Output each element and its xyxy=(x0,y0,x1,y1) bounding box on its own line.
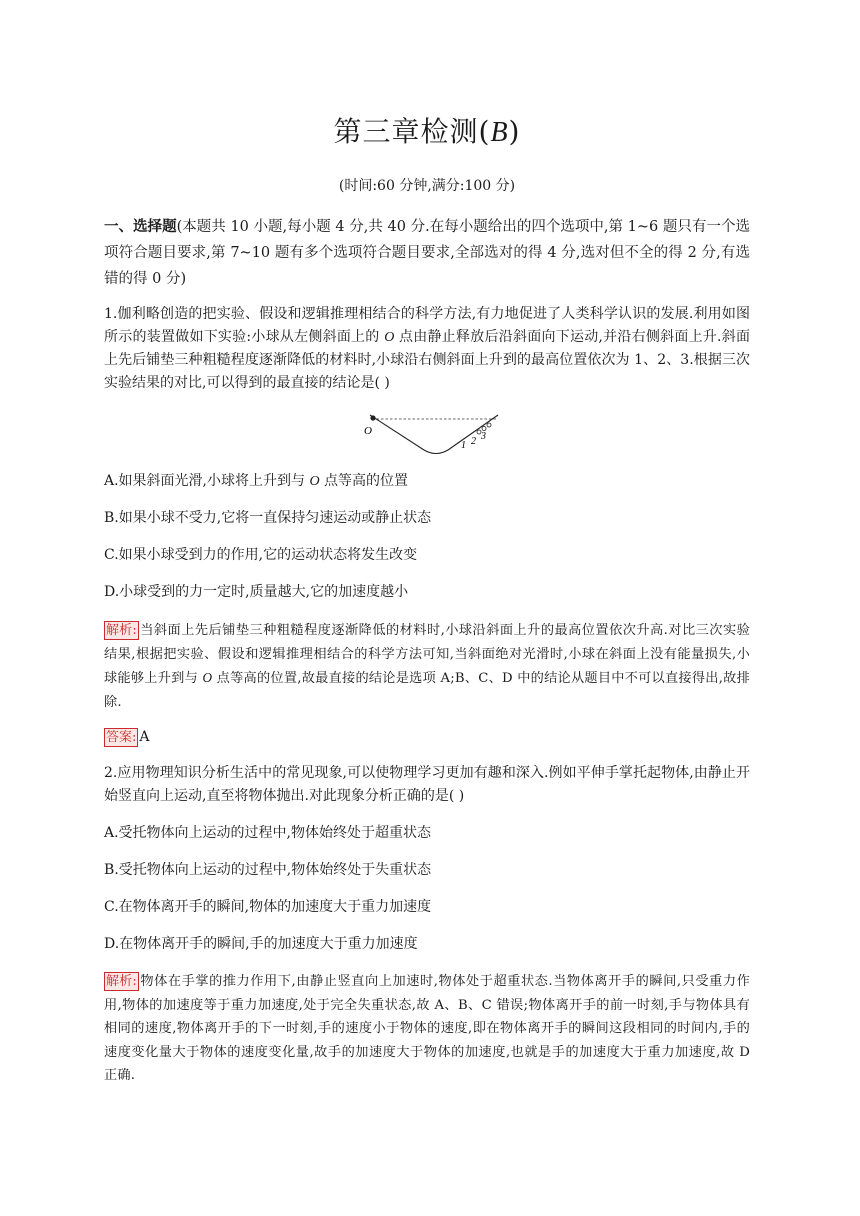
q2-option-c: C.在物体离开手的瞬间,物体的加速度大于重力加速度 xyxy=(104,899,432,915)
q2-analysis-text: 物体在手掌的推力作用下,由静止竖直向上加速时,物体处于超重状态.当物体离开手的瞬间,只受重力作用,物体的加速度等于重力加速度,处于完全失重状态,故 A、B、C 错误;物体离开手的前一时刻,手与物体具有相同的速度,物体离开手的下一时刻,手的速度小于物体的速度,即在物体离开手的瞬间这段相同的时间内,手的速度变化量大于物体的速度变化量,故手的加速度大于物体的加速度,也就是手的加速度大于重力加速度,故 D 正确. xyxy=(104,974,750,1083)
q1-option-b: B.如果小球不受力,它将一直保持匀速运动或静止状态 xyxy=(104,510,432,526)
section-description: (本题共 10 小题,每小题 4 分,共 40 分.在每小题给出的四个选项中,第 1~6 题只有一个选项符合题目要求,第 7~10 题有多个选项符合题目要求,全部选对的得 4 分,选对但不全的得 2 分,有选错的得 0 分) xyxy=(104,219,750,287)
analysis-label: 解析: xyxy=(106,623,137,638)
q1-analysis-part-b: 点等高的位置,故最直接的结论是选项 A;B、C、D 中的结论从题目中不可以直接得出,故排除. xyxy=(104,671,750,710)
q1-option-a-point: O xyxy=(309,474,320,489)
page-title xyxy=(104,112,750,153)
q2-option-a: A.受托物体向上运动的过程中,物体始终处于超重状态 xyxy=(104,825,432,841)
q1-stem-part-a: 1.伽利略创造的把实验、假设和逻辑推理相结合的科学方法,有力地促进了人类科学认识的发展.利用如图所示的装置做如下实验:小球从左侧斜面上的 xyxy=(104,306,750,345)
q1-stem-part-b: 点由静止释放后沿斜面向下运动,并沿右侧斜面上升.斜面上先后铺垫三种粗糙程度逐渐降低的材料时,小球沿右侧斜面上升到的最高位置依次为 1、2、3.根据三次实验结果的对比,可以得到的最直接的结论是( ) xyxy=(104,329,750,391)
q2-option-b: B.受托物体向上运动的过程中,物体始终处于失重状态 xyxy=(104,862,432,878)
q1-option-c: C.如果小球受到力的作用,它的运动状态将发生改变 xyxy=(104,547,418,563)
q1-analysis-point: O xyxy=(202,670,213,685)
label-2: 2 xyxy=(471,436,476,447)
q1-analysis xyxy=(104,619,750,714)
analysis-label: 解析: xyxy=(106,974,137,989)
q1-option-d: D.小球受到的力一定时,质量越大,它的加速度越小 xyxy=(104,584,409,600)
title-close: ) xyxy=(508,115,521,148)
q1-option-a-post: 点等高的位置 xyxy=(319,473,409,489)
position-2-marker xyxy=(482,427,486,431)
q2-option-d: D.在物体离开手的瞬间,手的加速度大于重力加速度 xyxy=(104,936,418,952)
answer-label: 答案: xyxy=(106,730,137,745)
section-header xyxy=(104,214,750,292)
position-3-marker xyxy=(487,423,491,427)
title-text: 第三章检测( xyxy=(333,115,491,148)
label-3: 3 xyxy=(481,431,486,442)
title-variant: B xyxy=(490,117,509,148)
label-1: 1 xyxy=(461,440,466,451)
exam-info: (时间:60 分钟,满分:100 分) xyxy=(338,178,516,194)
section-heading: 一、选择题 xyxy=(104,218,177,235)
ball xyxy=(370,415,375,420)
question-1-stem xyxy=(104,303,750,395)
q1-stem-point-o: O xyxy=(384,330,395,345)
q1-option-a xyxy=(104,471,750,492)
q1-analysis-part-a: 当斜面上先后铺垫三种粗糙程度逐渐降低的材料时,小球沿斜面上升的最高位置依次升高.对比三次实验结果,根据把实验、假设和逻辑推理相结合的科学方法可知,当斜面绝对光滑时,小球在斜面上没有能量损失,小球能够上升到与 xyxy=(104,623,750,686)
q1-option-a-pre: A.如果斜面光滑,小球将上升到与 xyxy=(104,473,310,489)
q1-answer-value: A xyxy=(139,729,150,745)
label-o: O xyxy=(364,425,372,437)
q1-answer xyxy=(104,727,750,747)
incline-diagram xyxy=(362,410,502,460)
question-2-stem: 2.应用物理知识分析生活中的常见现象,可以使物理学习更加有趣和深入.例如平伸手掌托起物体,由静止开始竖直向上运动,直至将物体抛出.对此现象分析正确的是( ) xyxy=(104,765,750,804)
q2-analysis xyxy=(104,970,750,1088)
